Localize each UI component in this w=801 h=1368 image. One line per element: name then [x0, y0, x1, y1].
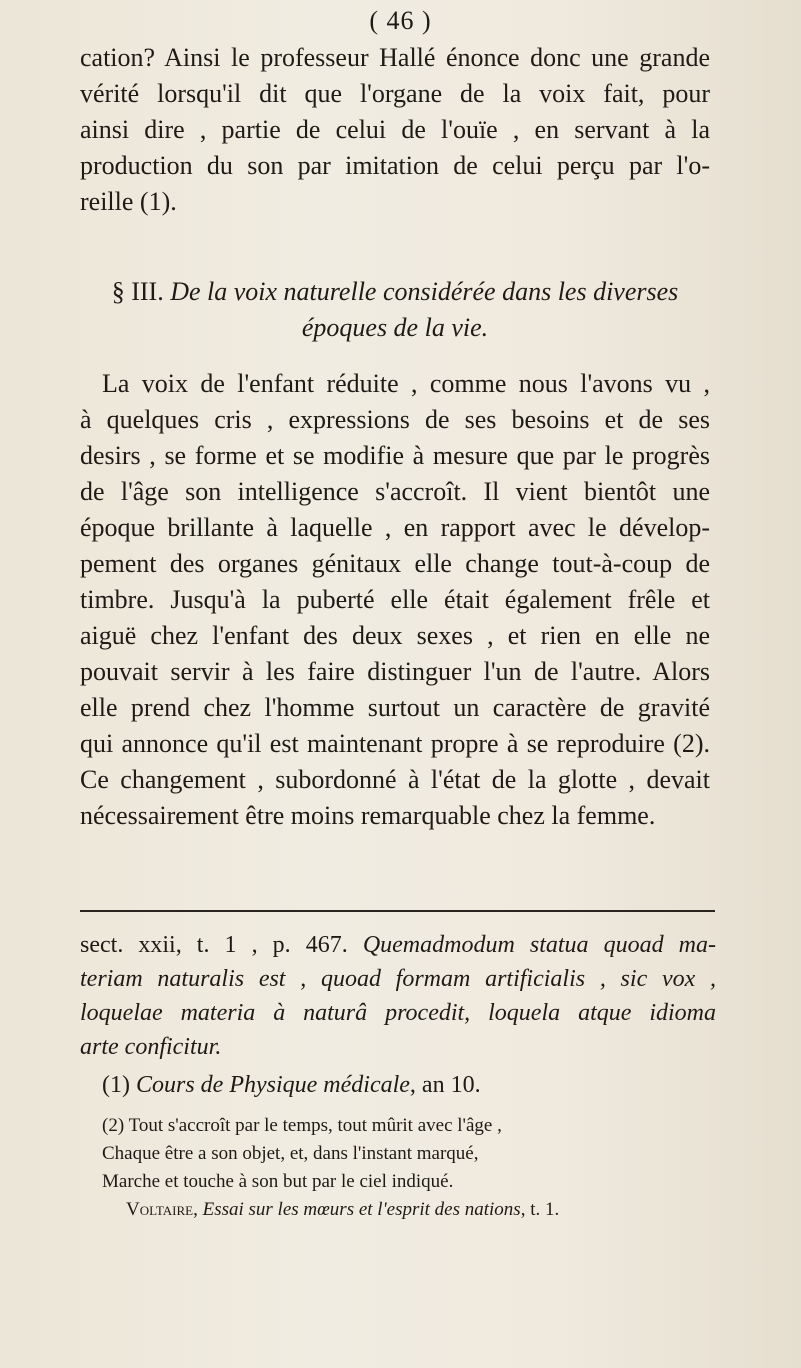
paragraph-voice-ages: [80, 366, 710, 834]
footnote-title: Cours de Physique médicale: [135, 1072, 410, 1098]
work-title: Essai sur les mœurs et l'esprit des nations: [202, 1199, 521, 1220]
footnote-suffix: , an 10.: [409, 1072, 481, 1098]
text-line: vérité lorsqu'il dit que l'organe de la voix fait, pour: [80, 79, 710, 108]
text-line: époque brillante à laquelle , en rapport avec le dévelop-: [80, 513, 710, 542]
section-heading: [80, 274, 710, 346]
text-line: pouvait servir à les faire distinguer l'un de l'autre. Alors: [80, 657, 710, 686]
footnote-verse-line: [80, 1112, 716, 1140]
author-name: Voltaire,: [126, 1199, 198, 1220]
footnote-divider: [80, 910, 715, 912]
text-line: La voix de l'enfant réduite , comme nous l'avons vu ,: [102, 369, 710, 398]
verse-text: Tout s'accroît par le temps, tout mûrit avec l'âge ,: [128, 1115, 502, 1136]
text-line: desirs , se forme et se modifie à mesure que par le progrès: [80, 441, 710, 470]
footnote-verse-line: Marche et touche à son but par le ciel indiqué.: [102, 1171, 454, 1192]
text-line: cation? Ainsi le professeur Hallé énonce donc une grande: [80, 43, 710, 72]
text-line: reille (1).: [80, 187, 177, 216]
footnote-citation: sect. xxii, t. 1 , p. 467.: [80, 932, 363, 958]
text-line: ainsi dire , partie de celui de l'ouïe , en servant à la: [80, 115, 710, 144]
section-heading-line-1: [80, 274, 710, 310]
footnote-latin-line: arte conficitur.: [80, 1034, 222, 1060]
footnote-latin-line: loquelae materia à naturâ procedit, loquela atque idioma: [80, 1000, 716, 1026]
section-number: § III.: [111, 277, 164, 306]
footnote-line: [80, 928, 716, 962]
paragraph-continued: [80, 40, 710, 220]
footnote-continued: [80, 928, 716, 1064]
footnote-marker: (2): [102, 1115, 125, 1136]
work-ref: , t. 1.: [520, 1199, 560, 1220]
footnote-1: [80, 1068, 716, 1102]
text-line: pement des organes génitaux elle change tout-à-coup de: [80, 549, 710, 578]
text-line: elle prend chez l'homme surtout un caractère de gravité: [80, 693, 710, 722]
footnote-verse-line: Chaque être a son objet, et, dans l'instant marqué,: [102, 1143, 479, 1164]
section-title: De la voix naturelle considérée dans les diverses: [170, 277, 679, 306]
text-line: à quelques cris , expressions de ses besoins et de ses: [80, 405, 710, 434]
footnote-attribution: [80, 1196, 716, 1224]
page-number: ( 46 ): [369, 6, 432, 35]
text-line: qui annonce qu'il est maintenant propre à se reproduire (2).: [80, 729, 710, 758]
footnote-2: [80, 1112, 716, 1224]
text-line: de l'âge son intelligence s'accroît. Il vient bientôt une: [80, 477, 710, 506]
text-line: Ce changement , subordonné à l'état de la glotte , devait: [80, 765, 710, 794]
text-line: timbre. Jusqu'à la puberté elle était également frêle et: [80, 585, 710, 614]
text-line: nécessairement être moins remarquable chez la femme.: [80, 801, 656, 830]
text-line: production du son par imitation de celui perçu par l'o-: [80, 151, 710, 180]
footnote-line: [80, 1068, 716, 1102]
text-line: aiguë chez l'enfant des deux sexes , et rien en elle ne: [80, 621, 710, 650]
footnote-latin: Quemadmodum statua quoad ma-: [362, 932, 716, 958]
footnote-latin-line: teriam naturalis est , quoad formam artificialis , sic vox ,: [80, 966, 716, 992]
section-title-continued: époques de la vie.: [301, 313, 489, 342]
footnote-marker: (1): [102, 1072, 130, 1098]
